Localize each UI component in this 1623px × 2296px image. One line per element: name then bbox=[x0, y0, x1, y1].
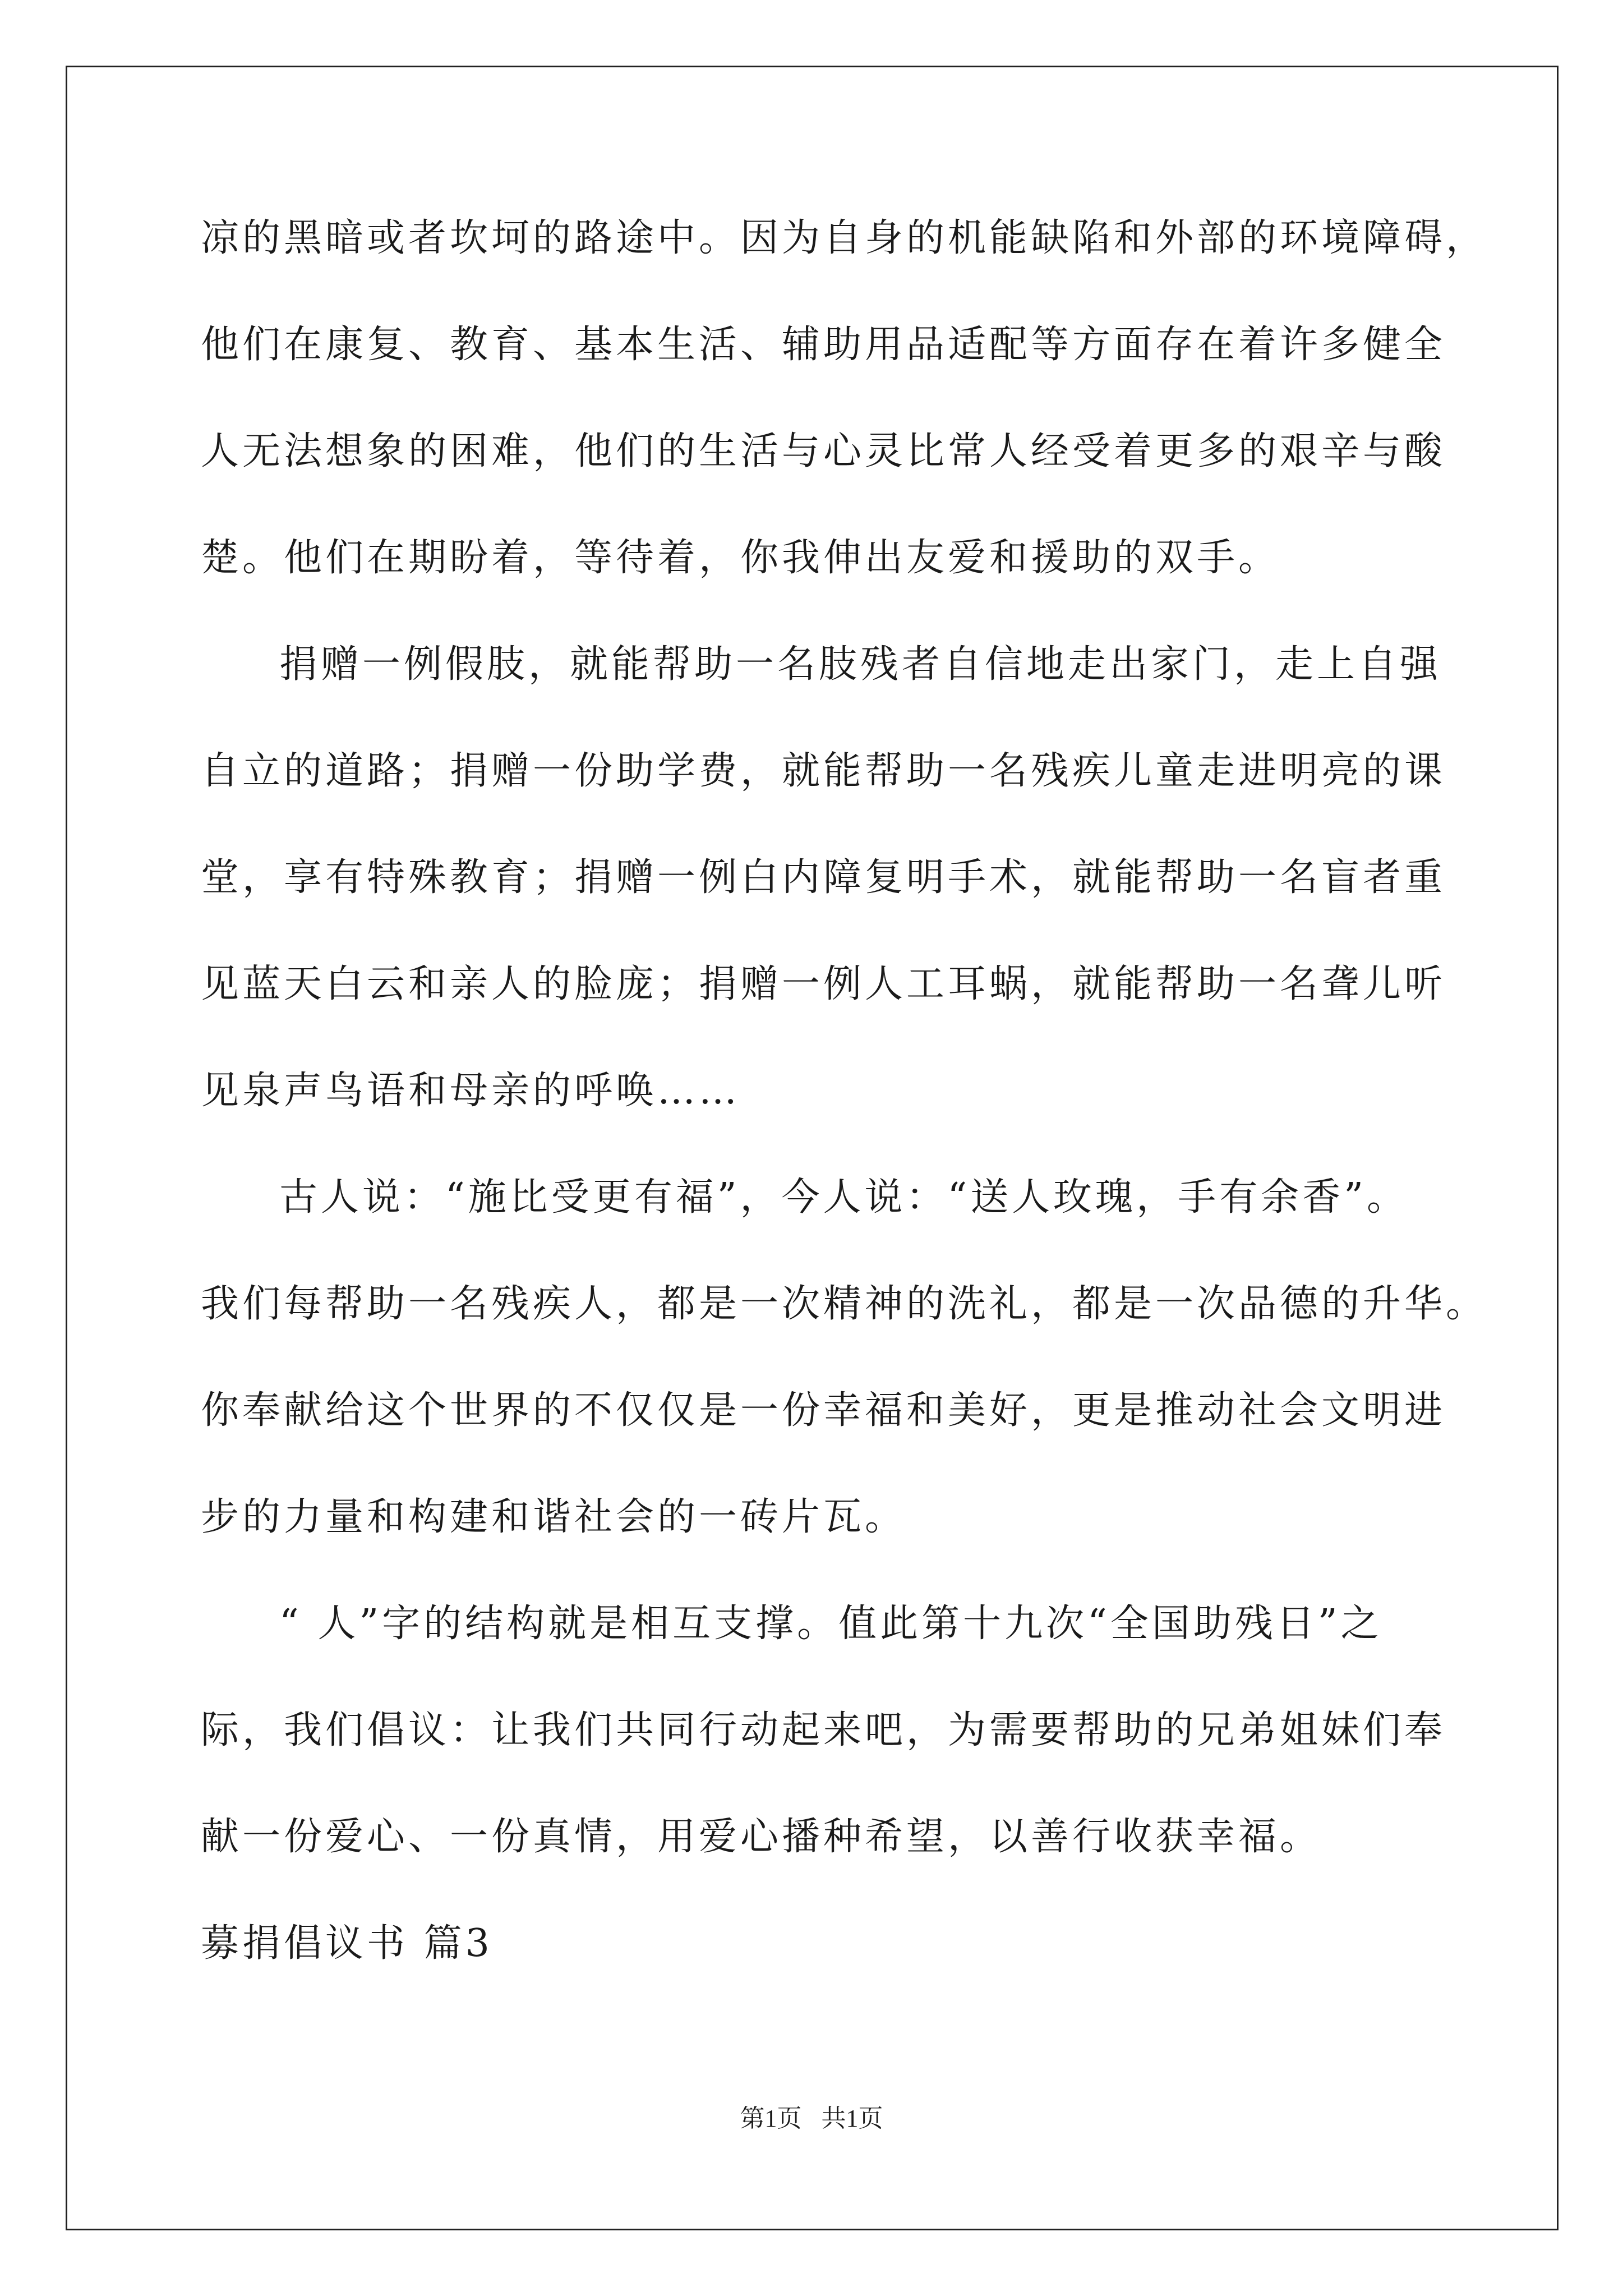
paragraph-line: 步的力量和构建和谐社会的一砖片瓦。 bbox=[201, 1495, 907, 1539]
page-total: 共1页 bbox=[821, 2105, 883, 2132]
paragraph-line: 人无法想象的困难，他们的生活与心灵比常人经受着更多的艰辛与酸 bbox=[201, 429, 1446, 473]
page-number: 第1页 bbox=[740, 2105, 802, 2132]
paragraph-line: 他们在康复、教育、基本生活、辅助用品适配等方面存在着许多健全 bbox=[201, 323, 1446, 367]
document-body bbox=[201, 208, 1488, 2019]
paragraph-line: 古人说：“施比受更有福”，今人说：“送人玫瑰，手有余香”。 bbox=[279, 1175, 1409, 1220]
paragraph-line: 楚。他们在期盼着，等待着，你我伸出友爱和援助的双手。 bbox=[201, 536, 1280, 580]
paragraph-line: 堂，享有特殊教育；捐赠一例白内障复明手术，就能帮助一名盲者重 bbox=[201, 855, 1446, 900]
paragraph-line: 际，我们倡议：让我们共同行动起来吧，为需要帮助的兄弟姐妹们奉 bbox=[201, 1708, 1446, 1752]
paragraph-line: 见蓝天白云和亲人的脸庞；捐赠一例人工耳蜗，就能帮助一名聋儿听 bbox=[201, 962, 1446, 1006]
paragraph-line: 自立的道路；捐赠一份助学费，就能帮助一名残疾儿童走进明亮的课 bbox=[201, 749, 1446, 793]
paragraph-line: 你奉献给这个世界的不仅仅是一份幸福和美好，更是推动社会文明进 bbox=[201, 1388, 1446, 1433]
page-footer bbox=[0, 2098, 1623, 2134]
paragraph-line: 我们每帮助一名残疾人，都是一次精神的洗礼，都是一次品德的升华。 bbox=[201, 1282, 1488, 1326]
paragraph-line: 见泉声鸟语和母亲的呼唤…… bbox=[201, 1069, 741, 1113]
paragraph-line: 凉的黑暗或者坎坷的路途中。因为自身的机能缺陷和外部的环境障碍， bbox=[201, 216, 1488, 260]
section-heading: 募捐倡议书 篇3 bbox=[201, 1921, 493, 1966]
paragraph-line: 捐赠一例假肢，就能帮助一名肢残者自信地走出家门，走上自强 bbox=[279, 642, 1442, 687]
paragraph-line: 献一份爱心、一份真情，用爱心播种希望，以善行收获幸福。 bbox=[201, 1815, 1322, 1859]
paragraph-line: “ 人”字的结构就是相互支撑。值此第十九次“全国助残日”之 bbox=[279, 1602, 1382, 1646]
